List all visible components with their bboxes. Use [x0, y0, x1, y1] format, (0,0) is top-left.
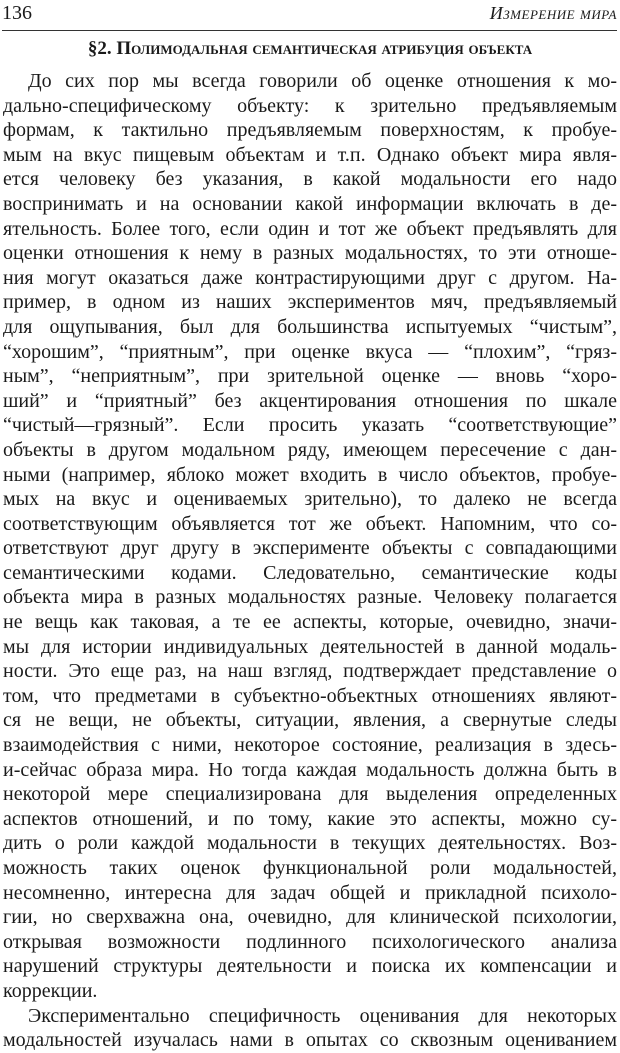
text-line: не вещь как таковая, а те ее аспекты, которые, очевидно, значи-: [3, 611, 617, 634]
text-line: коррекции.: [3, 979, 98, 1002]
running-title: Измерение мира: [489, 3, 617, 23]
text-line: ятельность. Более того, если один и тот же объект предъявлять для: [3, 217, 617, 240]
text-line: Экспериментально специфичность оценивания для некоторых: [28, 1004, 617, 1027]
text-line: дально-специфическому объекту: к зрительно предъявляемым: [3, 94, 617, 117]
text-line: ший” и “приятный” без акцентирования отношения по шкале: [3, 389, 617, 412]
text-line: ся не вещи, не объекты, ситуации, явления, а свернутые следы: [3, 709, 617, 732]
text-line: том, что предметами в субъектно-объектных отношениях являют-: [3, 684, 617, 707]
page-number: 136: [2, 2, 32, 24]
paragraph: [3, 1004, 617, 1053]
running-head: [2, 0, 617, 31]
text-line: ными (например, яблоко может входить в число объектов, пробуе-: [3, 463, 617, 486]
text-line: воспринимать и на основании какой информации включать в де-: [3, 192, 617, 215]
text-line: некоторой мере специализирована для выделения определенных: [3, 783, 617, 806]
text-line: дить о роли каждой модальности в текущих деятельностях. Воз-: [3, 832, 617, 855]
text-line: гии, но сверхважна она, очевидно, для клинической психологии,: [3, 906, 617, 929]
text-line: ответствуют друг другу в эксперименте объекты с совпадающими: [3, 537, 617, 560]
text-line: соответствующим объявляется тот же объект. Напомним, что со-: [3, 512, 617, 535]
text-line: объекты в другом модальном ряду, имеющем пересечение с дан-: [3, 438, 617, 461]
text-line: взаимодействия с ними, некоторое состояние, реализация в здесь-: [3, 734, 617, 757]
text-line: семантическими кодами. Следовательно, семантические коды: [3, 561, 617, 584]
text-line: ния могут оказаться даже контрастирующими друг с другом. На-: [3, 266, 617, 289]
text-line: аспектов отношений, и по тому, какие это аспекты, можно су-: [3, 807, 617, 830]
text-line: “хорошим”, “приятным”, при оценке вкуса — “плохим”, “гряз-: [3, 340, 617, 363]
text-line: “чистый—грязный”. Если просить указать “соответствующие”: [3, 414, 617, 437]
text-line: ности. Это еще раз, на наш взгляд, подтверждает представление о: [3, 660, 617, 683]
text-line: До сих пор мы всегда говорили об оценке отношения к мо-: [28, 70, 617, 92]
text-line: для ощупывания, был для большинства испытуемых “чистым”,: [3, 315, 617, 338]
text-line: мым на вкус пищевым объектам и т.п. Однако объект мира явля-: [3, 143, 617, 166]
text-line: мых на вкус и оцениваемых зрительно), то далеко не всегда: [3, 488, 617, 511]
text-line: пример, в одном из наших экспериментов мяч, предъявляемый: [3, 291, 617, 314]
text-line: можность таких оценок функциональной роли модальностей,: [3, 857, 617, 879]
body-text: [3, 69, 617, 1053]
text-line: оценки отношения к нему в разных модальностях, то эти отноше-: [3, 242, 617, 265]
text-line: ным”, “неприятным”, при зрительной оценке — вновь “хоро-: [3, 365, 617, 388]
paragraph: [3, 69, 617, 1004]
text-line: ется человеку без указания, в какой модальности его надо: [3, 168, 617, 191]
text-line: и-сейчас образа мира. Но тогда каждая модальность должна быть в: [3, 758, 617, 781]
text-line: объекта мира в разных модальностях разные. Человеку полагается: [3, 586, 617, 609]
text-line: модальностей изучалась нами в опытах со сквозным оцениванием: [3, 1029, 617, 1052]
text-line: несомненно, интересна для задач общей и прикладной психоло-: [3, 881, 617, 904]
text-line: открывая возможности подлинного психологического анализа: [3, 930, 617, 953]
text-line: формам, к тактильно предъявляемым поверхностям, к пробуе-: [3, 119, 617, 142]
text-line: мы для истории индивидуальных деятельностей в данной модаль-: [3, 635, 617, 658]
text-line: нарушений структуры деятельности и поиска их компенсации и: [3, 955, 617, 978]
section-title: §2. Полимодальная семантическая атрибуция объекта: [87, 38, 533, 59]
